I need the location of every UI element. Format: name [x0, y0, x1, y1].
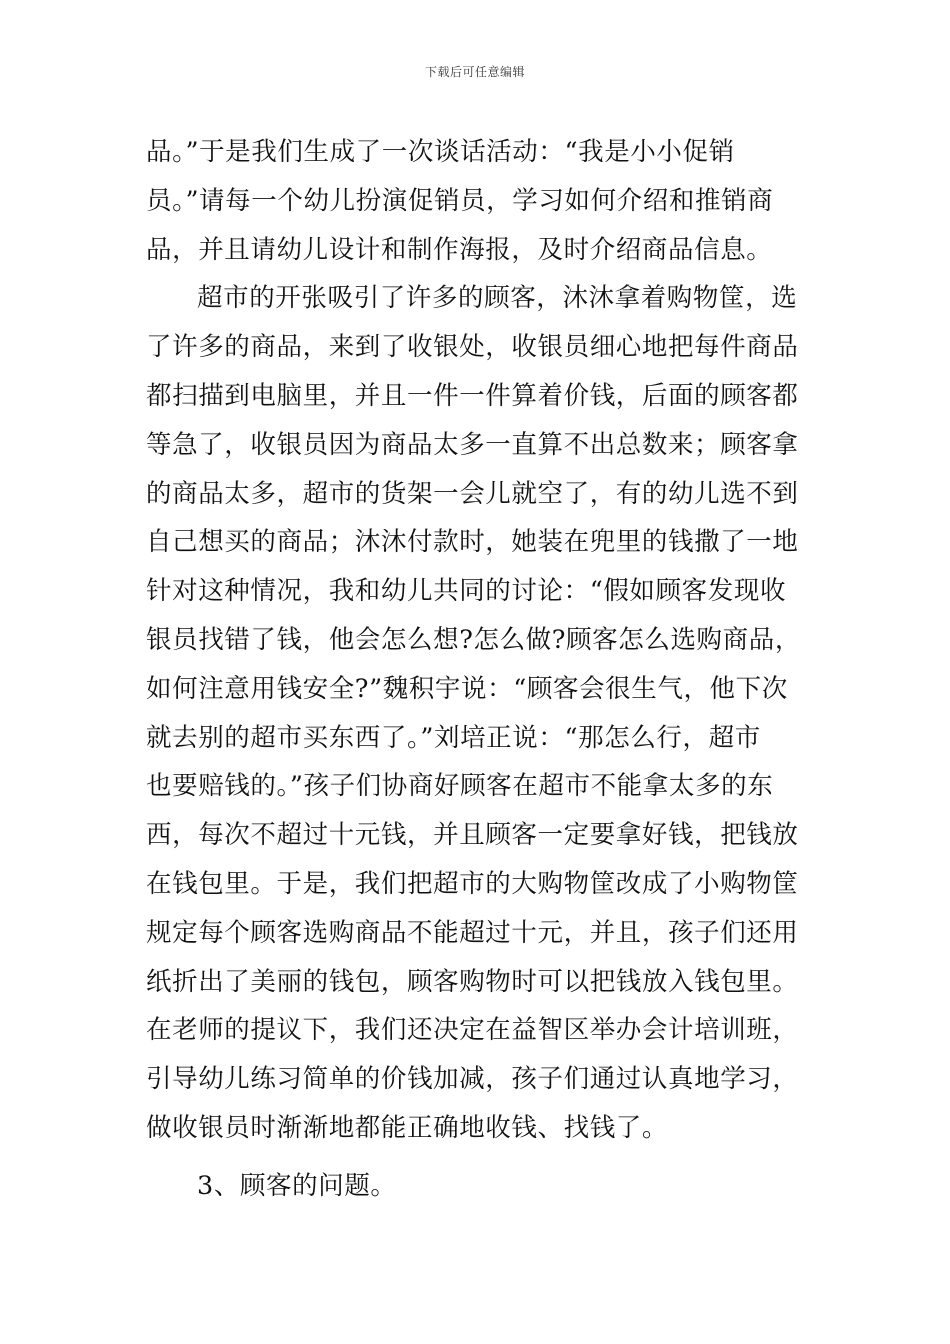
text-line: 的商品太多，超市的货架一会儿就空了，有的幼儿选不到: [146, 478, 799, 509]
document-body: [146, 128, 806, 1211]
text-line: 员。”请每一个幼儿扮演促销员，学习如何介绍和推销商: [146, 185, 774, 216]
text-line: 西，每次不超过十元钱，并且顾客一定要拿好钱，把钱放: [146, 820, 799, 851]
text-line: 引导幼儿练习简单的价钱加减，孩子们通过认真地学习，: [146, 1064, 799, 1095]
paragraph-start-line: 超市的开张吸引了许多的顾客，沐沐拿着购物筐，选: [197, 283, 798, 314]
text-line: 在钱包里。于是，我们把超市的大购物筐改成了小购物筐: [146, 868, 799, 899]
text-line: 了许多的商品，来到了收银处，收银员细心地把每件商品: [146, 332, 799, 363]
text-line: 都扫描到电脑里，并且一件一件算着价钱，后面的顾客都: [146, 380, 799, 411]
text-line: 也要赔钱的。”孩子们协商好顾客在超市不能拿太多的东: [146, 771, 774, 802]
text-line: 品，并且请幼儿设计和制作海报，及时介绍商品信息。: [146, 234, 773, 265]
text-line: 在老师的提议下，我们还决定在益智区举办会计培训班，: [146, 1015, 799, 1046]
section-heading: 3、顾客的问题。: [197, 1170, 397, 1201]
text-line: 品。”于是我们生成了一次谈话活动：“我是小小促销: [146, 137, 735, 167]
page-header: 下载后可任意编辑: [424, 65, 525, 79]
text-line: 纸折出了美丽的钱包，顾客购物时可以把钱放入钱包里。: [146, 966, 799, 997]
text-line: 规定每个顾客选购商品不能超过十元，并且，孩子们还用: [146, 917, 799, 948]
text-line: 针对这种情况，我和幼儿共同的讨论：“假如顾客发现收: [146, 576, 787, 607]
text-line: 银员找错了钱，他会怎么想?怎么做?顾客怎么选购商品，: [146, 624, 801, 655]
text-line: 自己想买的商品；沐沐付款时，她装在兜里的钱撒了一地: [146, 527, 799, 558]
text-line: 如何注意用钱安全?”魏积宇说：“顾客会很生气，他下次: [146, 673, 788, 704]
text-line: 就去别的超市买东西了。”刘培正说：“那怎么行，超市: [146, 722, 761, 753]
text-line: 做收银员时渐渐地都能正确地收钱、找钱了。: [146, 1112, 669, 1143]
text-line: 等急了，收银员因为商品太多一直算不出总数来；顾客拿: [146, 429, 799, 460]
